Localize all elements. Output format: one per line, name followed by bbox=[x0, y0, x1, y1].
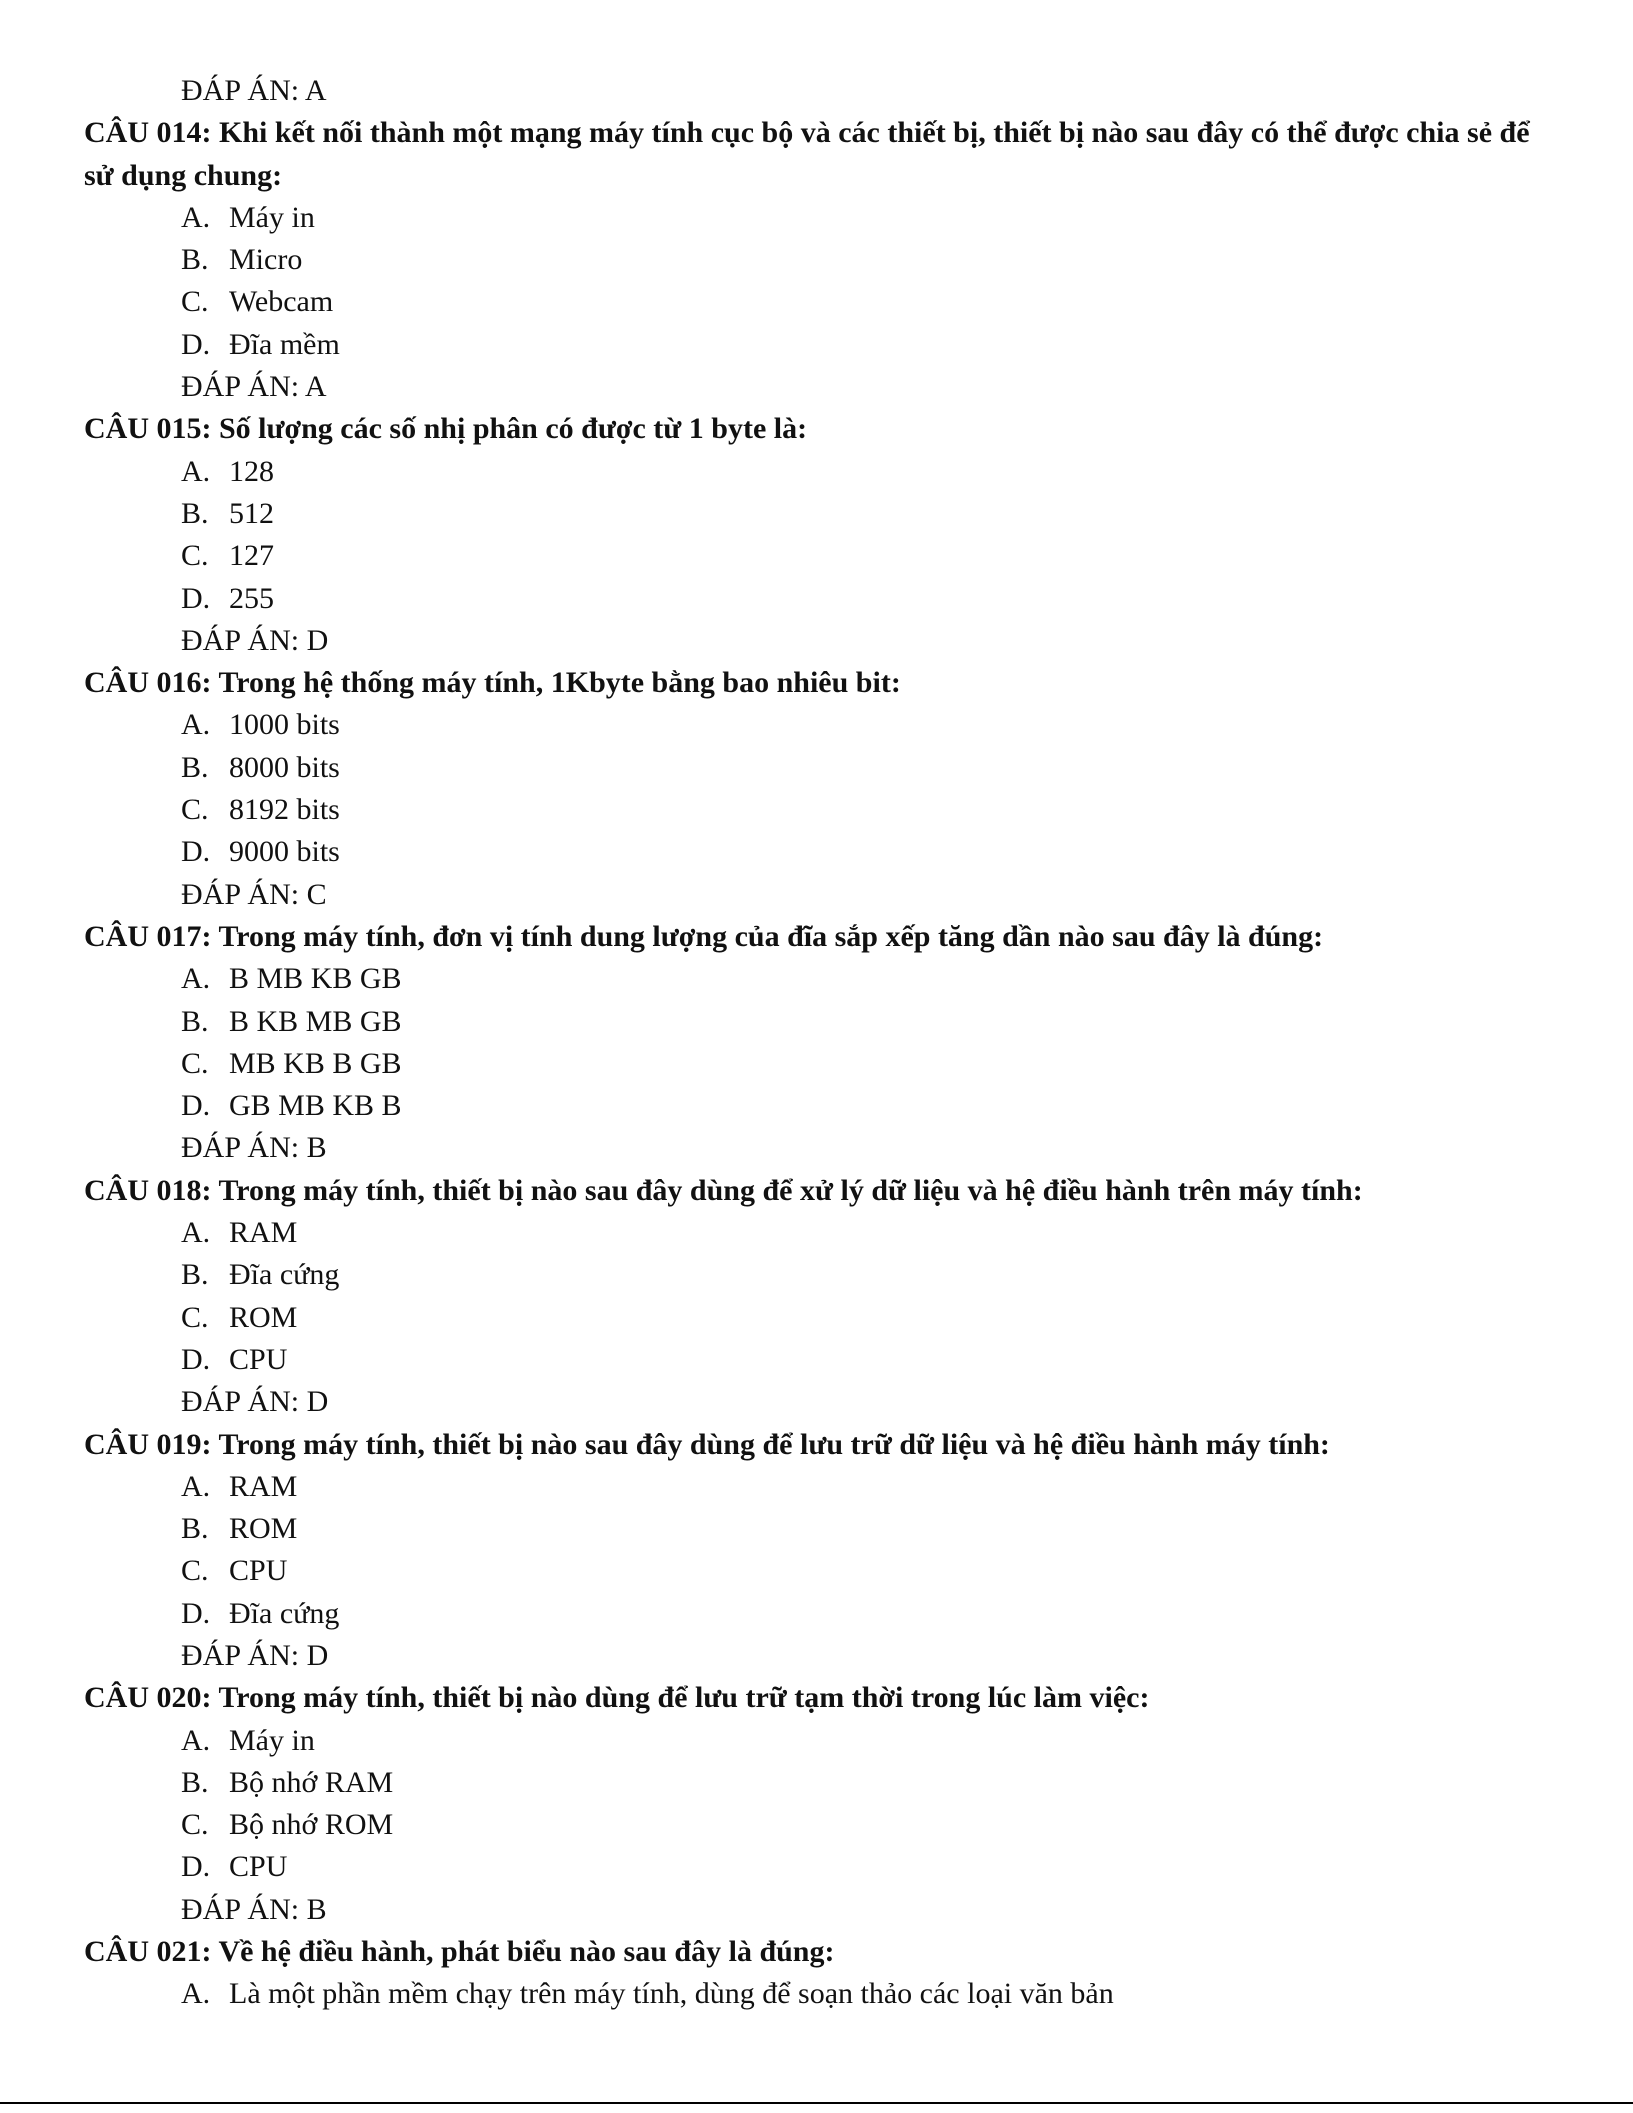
answer-line: ĐÁP ÁN: D bbox=[181, 1385, 329, 1419]
question-title: CÂU 020: Trong máy tính, thiết bị nào dùng để lưu trữ tạm thời trong lúc làm việc: bbox=[84, 1681, 1150, 1715]
option-text: Đĩa cứng bbox=[229, 1258, 340, 1292]
option-item bbox=[84, 1762, 1564, 1804]
option-text: RAM bbox=[229, 1469, 298, 1503]
option-letter: C. bbox=[181, 1554, 209, 1588]
option-item bbox=[84, 1846, 1564, 1888]
option-letter: B. bbox=[181, 1004, 209, 1038]
question-block bbox=[84, 662, 1564, 916]
option-item bbox=[84, 493, 1564, 535]
option-text: ROM bbox=[229, 1512, 298, 1546]
question-block bbox=[84, 1677, 1564, 1931]
option-item bbox=[84, 1254, 1564, 1296]
option-text: 128 bbox=[229, 454, 274, 488]
option-item bbox=[84, 239, 1564, 281]
option-item bbox=[84, 958, 1564, 1000]
option-item bbox=[84, 1593, 1564, 1635]
option-text: CPU bbox=[229, 1850, 288, 1884]
option-letter: D. bbox=[181, 1596, 211, 1630]
question-title: CÂU 017: Trong máy tính, đơn vị tính dung lượng của đĩa sắp xếp tăng dần nào sau đây là đúng: bbox=[84, 919, 1324, 953]
option-text: 512 bbox=[229, 496, 274, 530]
option-text: 9000 bits bbox=[229, 835, 340, 869]
answer-line: ĐÁP ÁN: A bbox=[181, 74, 327, 107]
option-item bbox=[84, 1043, 1564, 1085]
answer-line: ĐÁP ÁN: B bbox=[181, 1892, 327, 1926]
answer-line: ĐÁP ÁN: A bbox=[181, 370, 327, 404]
option-item bbox=[84, 1804, 1564, 1846]
option-letter: C. bbox=[181, 539, 209, 573]
option-item bbox=[84, 1466, 1564, 1508]
answer-line: ĐÁP ÁN: C bbox=[181, 877, 327, 911]
option-letter: C. bbox=[181, 285, 209, 319]
option-letter: A. bbox=[181, 1469, 211, 1503]
option-letter: A. bbox=[181, 454, 211, 488]
option-letter: B. bbox=[181, 243, 209, 277]
option-text: CPU bbox=[229, 1342, 288, 1376]
option-letter: C. bbox=[181, 1046, 209, 1080]
option-letter: B. bbox=[181, 750, 209, 784]
option-text: 127 bbox=[229, 539, 274, 573]
option-item bbox=[84, 704, 1564, 746]
question-block bbox=[84, 408, 1564, 662]
option-letter: D. bbox=[181, 1850, 211, 1884]
option-text: Bộ nhớ ROM bbox=[229, 1808, 394, 1842]
option-text: 8000 bits bbox=[229, 750, 340, 784]
option-item bbox=[84, 451, 1564, 493]
question-block bbox=[84, 112, 1564, 408]
option-text: MB KB B GB bbox=[229, 1046, 402, 1080]
option-item bbox=[84, 1508, 1564, 1550]
option-text: CPU bbox=[229, 1554, 288, 1588]
answer-line: ĐÁP ÁN: D bbox=[181, 1638, 329, 1672]
option-item bbox=[84, 1339, 1564, 1381]
question-title: CÂU 014: Khi kết nối thành một mạng máy tính cục bộ và các thiết bị, thiết bị nào sau đây có thể được chia sẻ để sử dụng chung: bbox=[84, 116, 1530, 192]
option-item bbox=[84, 578, 1564, 620]
option-text: Webcam bbox=[229, 285, 334, 319]
option-text: ROM bbox=[229, 1300, 298, 1334]
answer-line: ĐÁP ÁN: D bbox=[181, 623, 329, 657]
option-letter: D. bbox=[181, 1342, 211, 1376]
option-letter: B. bbox=[181, 1512, 209, 1546]
option-letter: D. bbox=[181, 1089, 211, 1123]
question-title: CÂU 021: Về hệ điều hành, phát biểu nào sau đây là đúng: bbox=[84, 1935, 835, 1969]
option-letter: A. bbox=[181, 708, 211, 742]
option-text: 1000 bits bbox=[229, 708, 340, 742]
option-item bbox=[84, 197, 1564, 239]
page-bottom-border bbox=[0, 2102, 1633, 2104]
option-letter: C. bbox=[181, 1300, 209, 1334]
option-item bbox=[84, 281, 1564, 323]
option-letter: B. bbox=[181, 1258, 209, 1292]
option-item bbox=[84, 1550, 1564, 1592]
option-letter: D. bbox=[181, 327, 211, 361]
option-text: Đĩa mềm bbox=[229, 327, 340, 361]
option-item bbox=[84, 1212, 1564, 1254]
option-item bbox=[84, 831, 1564, 873]
option-item bbox=[84, 324, 1564, 366]
question-block bbox=[84, 1931, 1564, 2016]
option-item bbox=[84, 789, 1564, 831]
question-title: CÂU 016: Trong hệ thống máy tính, 1Kbyte bằng bao nhiêu bit: bbox=[84, 666, 901, 700]
option-text: RAM bbox=[229, 1216, 298, 1250]
option-letter: A. bbox=[181, 1977, 211, 2011]
option-letter: A. bbox=[181, 1216, 211, 1250]
question-title: CÂU 019: Trong máy tính, thiết bị nào sau đây dùng để lưu trữ dữ liệu và hệ điều hành máy tính: bbox=[84, 1427, 1330, 1461]
option-letter: C. bbox=[181, 793, 209, 827]
option-item bbox=[84, 747, 1564, 789]
option-text: B MB KB GB bbox=[229, 962, 402, 996]
option-letter: C. bbox=[181, 1808, 209, 1842]
option-letter: A. bbox=[181, 200, 211, 234]
option-text: 8192 bits bbox=[229, 793, 340, 827]
question-block bbox=[84, 1424, 1564, 1678]
question-block bbox=[84, 916, 1564, 1170]
option-text: Là một phần mềm chạy trên máy tính, dùng để soạn thảo các loại văn bản bbox=[229, 1977, 1114, 2011]
option-text: B KB MB GB bbox=[229, 1004, 402, 1038]
option-letter: B. bbox=[181, 496, 209, 530]
question-title: CÂU 018: Trong máy tính, thiết bị nào sau đây dùng để xử lý dữ liệu và hệ điều hành trên máy tính: bbox=[84, 1173, 1363, 1207]
option-item bbox=[84, 1297, 1564, 1339]
option-text: Bộ nhớ RAM bbox=[229, 1765, 394, 1799]
option-letter: B. bbox=[181, 1765, 209, 1799]
option-item bbox=[84, 1720, 1564, 1762]
option-letter: D. bbox=[181, 581, 211, 615]
option-text: GB MB KB B bbox=[229, 1089, 402, 1123]
option-text: Micro bbox=[229, 243, 303, 277]
option-letter: A. bbox=[181, 1723, 211, 1757]
question-title: CÂU 015: Số lượng các số nhị phân có được từ 1 byte là: bbox=[84, 412, 808, 446]
option-letter: D. bbox=[181, 835, 211, 869]
answer-line: ĐÁP ÁN: B bbox=[181, 1131, 327, 1165]
option-text: Máy in bbox=[229, 200, 315, 234]
option-text: Máy in bbox=[229, 1723, 315, 1757]
option-item bbox=[84, 1001, 1564, 1043]
option-letter: A. bbox=[181, 962, 211, 996]
option-text: 255 bbox=[229, 581, 274, 615]
option-item bbox=[84, 1973, 1564, 2015]
option-text: Đĩa cứng bbox=[229, 1596, 340, 1630]
option-item bbox=[84, 535, 1564, 577]
option-item bbox=[84, 1085, 1564, 1127]
document-content bbox=[84, 70, 1564, 2016]
question-block bbox=[84, 1170, 1564, 1424]
